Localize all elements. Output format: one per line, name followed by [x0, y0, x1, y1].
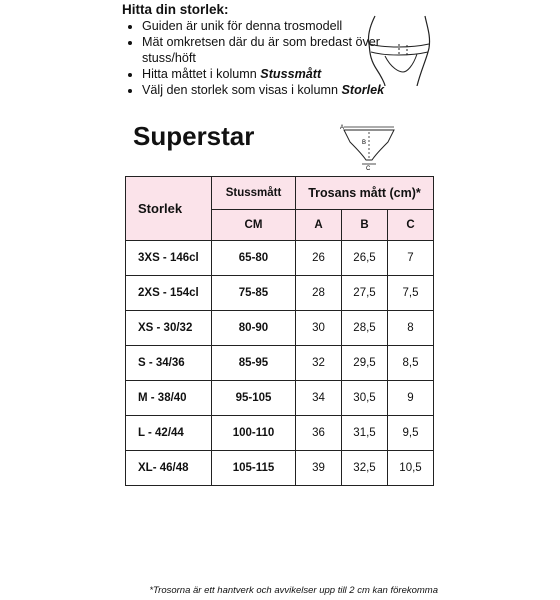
- hip-measure-illustration: [355, 14, 435, 86]
- cell-a: 26: [296, 241, 342, 276]
- cell-hip: 75-85: [212, 276, 296, 311]
- cell-a: 39: [296, 451, 342, 486]
- footnote: *Trosorna är ett hantverk och avvikelser upp till 2 cm kan förekomma: [149, 585, 438, 596]
- cell-b: 26,5: [342, 241, 388, 276]
- cell-size: XL- 46/48: [126, 451, 212, 486]
- table-row: [126, 241, 434, 276]
- cell-size: S - 34/36: [126, 346, 212, 381]
- diagram-label-c: C: [366, 166, 371, 170]
- cell-a: 34: [296, 381, 342, 416]
- cell-size: 3XS - 146cl: [126, 241, 212, 276]
- instruction-text: Guiden är unik för denna trosmodell: [142, 19, 343, 33]
- diagram-label-a: A: [340, 125, 345, 131]
- cell-hip: 105-115: [212, 451, 296, 486]
- cell-c: 7,5: [388, 276, 434, 311]
- cell-hip: 100-110: [212, 416, 296, 451]
- cell-b: 29,5: [342, 346, 388, 381]
- table-row: [126, 451, 434, 486]
- header-a: A: [296, 210, 342, 241]
- header-size: Storlek: [126, 177, 212, 241]
- page-title: Superstar: [133, 121, 255, 151]
- instruction-text: Välj den storlek som visas i kolumn: [142, 83, 342, 97]
- cell-a: 30: [296, 311, 342, 346]
- cell-a: 28: [296, 276, 342, 311]
- cell-c: 9: [388, 381, 434, 416]
- cell-b: 30,5: [342, 381, 388, 416]
- cell-size: XS - 30/32: [126, 311, 212, 346]
- cell-a: 32: [296, 346, 342, 381]
- cell-c: 8,5: [388, 346, 434, 381]
- cell-b: 27,5: [342, 276, 388, 311]
- cell-c: 9,5: [388, 416, 434, 451]
- brief-diagram: [338, 122, 400, 170]
- table-row: [126, 276, 434, 311]
- instruction-text: Hitta måttet i kolumn: [142, 67, 261, 81]
- instructions-heading: Hitta din storlek:: [122, 2, 229, 17]
- cell-hip: 85-95: [212, 346, 296, 381]
- cell-size: 2XS - 154cl: [126, 276, 212, 311]
- cell-c: 7: [388, 241, 434, 276]
- cell-b: 31,5: [342, 416, 388, 451]
- cell-hip: 80-90: [212, 311, 296, 346]
- cell-size: L - 42/44: [126, 416, 212, 451]
- cell-size: M - 38/40: [126, 381, 212, 416]
- header-b: B: [342, 210, 388, 241]
- table-row: [126, 346, 434, 381]
- instruction-emphasis: Storlek: [341, 83, 385, 97]
- instruction-text: Mät omkretsen där du är som bredast över stuss/höft: [142, 35, 380, 65]
- diagram-label-b: B: [362, 140, 367, 146]
- table-row: [126, 311, 434, 346]
- table-row: [126, 381, 434, 416]
- cell-a: 36: [296, 416, 342, 451]
- size-table: [125, 176, 434, 486]
- cell-hip: 95-105: [212, 381, 296, 416]
- cell-b: 28,5: [342, 311, 388, 346]
- header-hip-unit: CM: [212, 210, 296, 241]
- cell-c: 10,5: [388, 451, 434, 486]
- header-hip: Stussmått: [212, 177, 296, 210]
- cell-c: 8: [388, 311, 434, 346]
- instruction-emphasis: Stussmått: [260, 67, 322, 81]
- header-measures: Trosans mått (cm)*: [296, 177, 434, 210]
- table-row: [126, 416, 434, 451]
- cell-b: 32,5: [342, 451, 388, 486]
- header-c: C: [388, 210, 434, 241]
- cell-hip: 65-80: [212, 241, 296, 276]
